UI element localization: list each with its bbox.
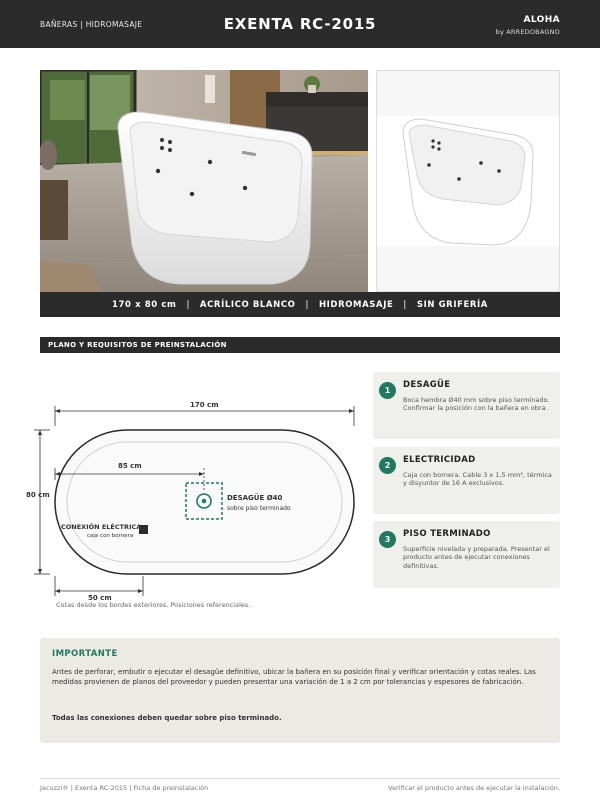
footer-left: Jacuzzi® | Exenta RC-2015 | Ficha de preinstalación: [40, 784, 209, 792]
requirement-card-drain: [373, 372, 560, 439]
important-title: IMPORTANTE: [52, 649, 118, 659]
electrical-sublabel: caja con bornera: [87, 533, 134, 539]
spec-faucet: SIN GRIFERÍA: [416, 299, 488, 310]
requirement-card-floor: [373, 521, 560, 588]
section-title: PLANO Y REQUISITOS DE PREINSTALACIÓN: [40, 337, 560, 353]
drain-offset-label: 85 cm: [118, 462, 142, 470]
drain-sublabel: sobre piso terminado: [227, 505, 291, 512]
header-category: BAÑERAS | HIDROMASAJE: [40, 20, 143, 29]
step-number: 2: [379, 457, 396, 474]
page-title: EXENTA RC-2015: [223, 15, 377, 33]
requirement-title: PISO TERMINADO: [403, 529, 491, 539]
step-number: 3: [379, 531, 396, 548]
important-notice: [40, 638, 560, 743]
spec-size: 170 x 80 cm: [112, 299, 177, 310]
important-body: Antes de perforar, embutir o ejecutar el desagüe definitivo, ubicar la bañera en su posición final y verificar orientación y cotas reales. Las medidas provienen de planos del proveedor y pueden presentar una variación de 1 a 2 cm por tolerancias y espesores de fabricación.: [52, 668, 536, 687]
spec-bar: [40, 292, 560, 317]
brand-logo: [496, 15, 560, 36]
height-dimension-label: 80 cm: [26, 491, 50, 499]
installation-plan: [24, 380, 364, 610]
brand-sub: by ARREDOBAGNO: [495, 28, 560, 36]
product-photo-interior: [40, 70, 368, 292]
requirement-card-electricity: [373, 447, 560, 514]
width-dimension-label: 170 cm: [190, 401, 219, 409]
electrical-offset-label: 50 cm: [88, 594, 112, 602]
requirement-body: Superficie nivelada y preparada. Presentar el producto antes de ejecutar conexiones definitivas.: [403, 545, 550, 570]
important-note: Todas las conexiones deben quedar sobre piso terminado.: [52, 714, 282, 722]
electrical-label: CONEXIÓN ELÉCTRICA: [61, 523, 142, 531]
header: [0, 0, 600, 48]
requirement-title: ELECTRICIDAD: [403, 455, 476, 465]
product-photo-studio: [376, 70, 560, 292]
step-number: 1: [379, 382, 396, 399]
requirement-body: Boca hembra Ø40 mm sobre piso terminado. Confirmar la posición con la bañera en obra.: [403, 396, 550, 413]
requirement-title: DESAGÜE: [403, 380, 451, 390]
footer-right: Verificar el producto antes de ejecutar la instalación.: [388, 784, 560, 792]
brand-name: ALOHA: [523, 15, 560, 25]
spec-separator: |: [186, 299, 190, 310]
plan-note: Cotas desde los bordes exteriores. Posiciones referenciales.: [56, 601, 251, 609]
footer-divider: [40, 778, 560, 779]
requirement-body: Caja con bornera. Cable 3 x 1,5 mm², térmica y disyuntor de 16 A exclusivos.: [403, 471, 552, 488]
spec-separator: |: [305, 299, 309, 310]
spec-material: ACRÍLICO BLANCO: [199, 299, 296, 310]
spec-separator: |: [403, 299, 407, 310]
spec-feature: HIDROMASAJE: [318, 299, 394, 310]
drain-label: DESAGÜE Ø40: [227, 494, 283, 502]
